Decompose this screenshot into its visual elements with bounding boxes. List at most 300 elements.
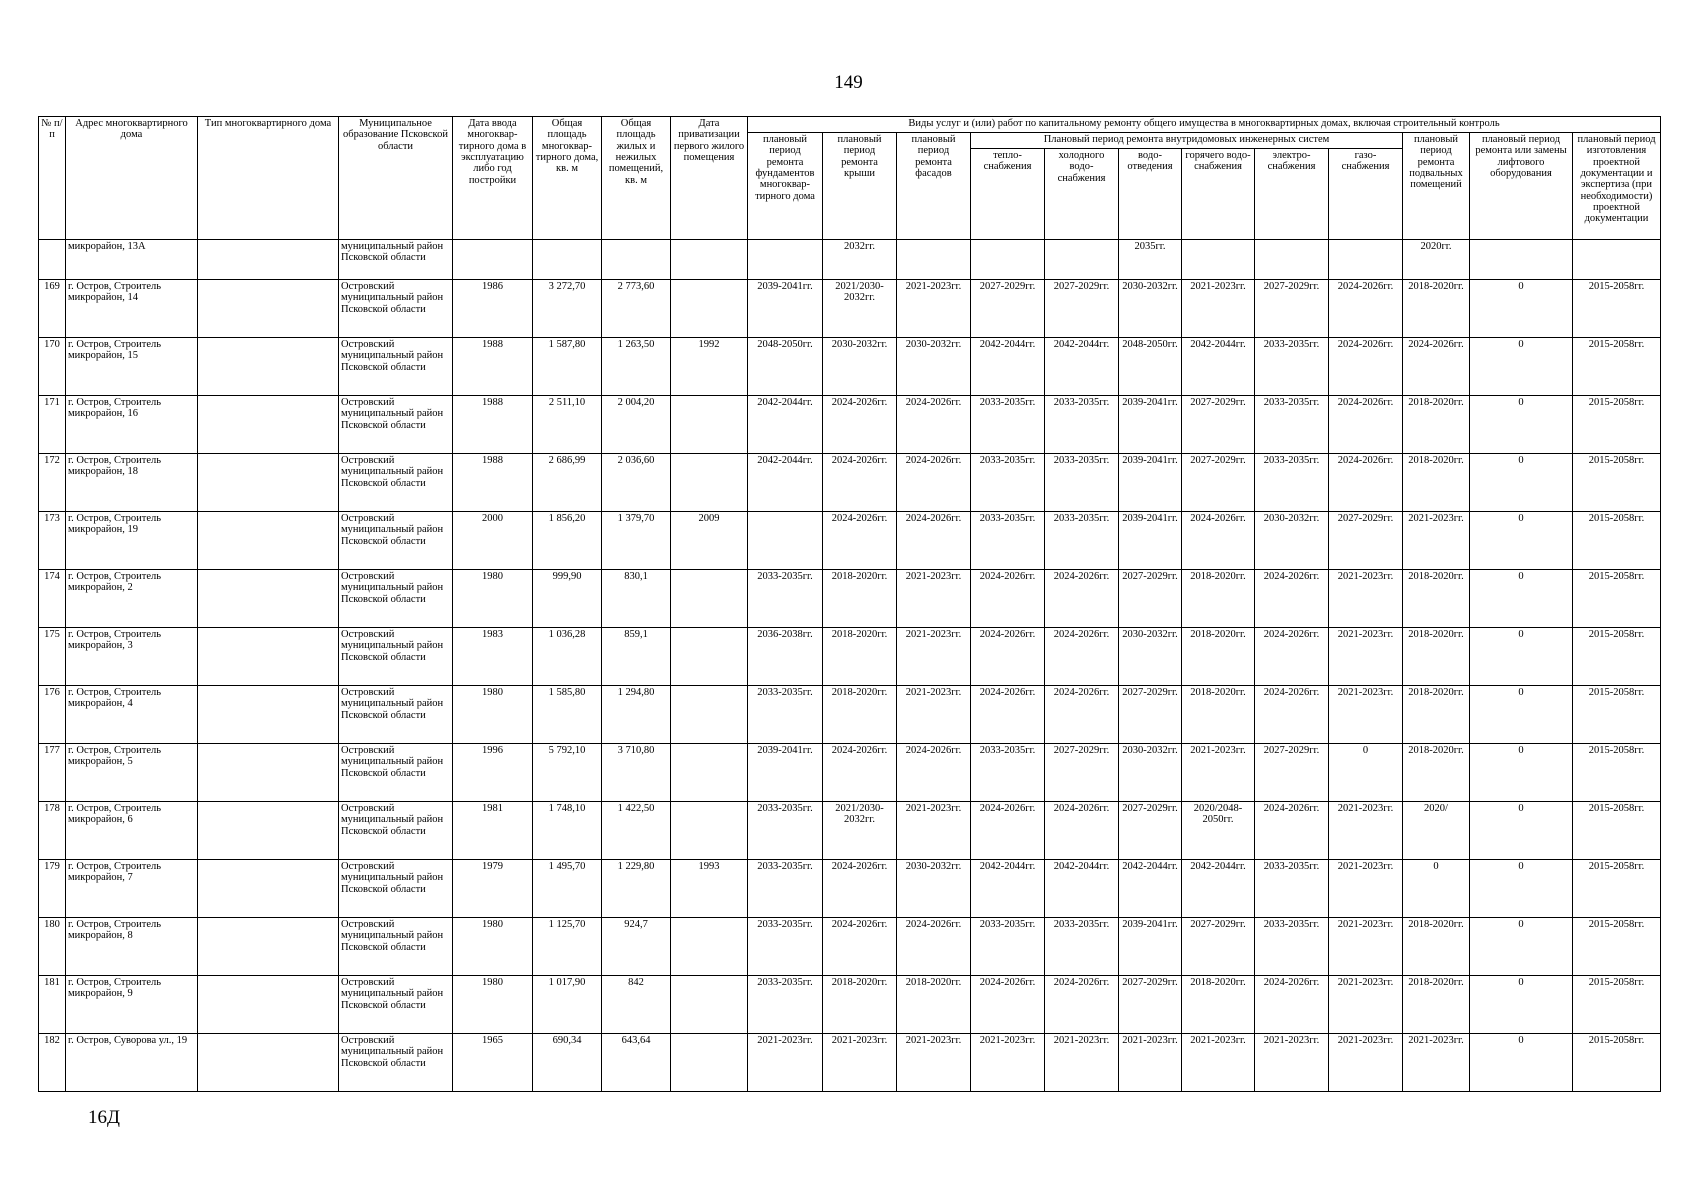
cell-gas: 2024-2026гг.	[1329, 396, 1403, 454]
cell-hot-water: 2042-2044гг.	[1182, 338, 1255, 396]
cell-electric: 2024-2026гг.	[1255, 686, 1329, 744]
cell-facade	[897, 240, 971, 280]
cell-cold-water: 2033-2035гг.	[1045, 396, 1119, 454]
cell-date: 1980	[453, 918, 533, 976]
cell-address: г. Остров, Строитель микрорайон, 9	[66, 976, 198, 1034]
cell-municipality: Островский муниципальный район Псковской области	[339, 396, 453, 454]
cell-type	[198, 918, 339, 976]
cell-facade: 2024-2026гг.	[897, 396, 971, 454]
cell-num: 179	[39, 860, 66, 918]
cell-hot-water: 2018-2020гг.	[1182, 976, 1255, 1034]
cell-foundation: 2039-2041гг.	[748, 280, 823, 338]
cell-address: г. Остров, Строитель микрорайон, 14	[66, 280, 198, 338]
cell-living-area: 1 294,80	[602, 686, 671, 744]
cell-heating: 2033-2035гг.	[971, 454, 1045, 512]
cell-design: 2015-2058гг.	[1573, 338, 1661, 396]
cell-electric: 2033-2035гг.	[1255, 860, 1329, 918]
cell-foundation: 2033-2035гг.	[748, 570, 823, 628]
continued-row	[39, 240, 1661, 280]
cell-total-area: 1 585,80	[533, 686, 602, 744]
cell-cold-water: 2042-2044гг.	[1045, 860, 1119, 918]
cell-electric: 2033-2035гг.	[1255, 338, 1329, 396]
table-row	[39, 744, 1661, 802]
header-total-area: Общая площадь многоквар-тирного дома, кв. м	[533, 117, 602, 240]
cell-cold-water: 2024-2026гг.	[1045, 628, 1119, 686]
cell-basement: 2024-2026гг.	[1403, 338, 1470, 396]
cell-total-area: 690,34	[533, 1034, 602, 1092]
cell-date: 1980	[453, 570, 533, 628]
cell-facade: 2024-2026гг.	[897, 512, 971, 570]
table-row	[39, 454, 1661, 512]
cell-foundation: 2033-2035гг.	[748, 686, 823, 744]
cell-living-area: 3 710,80	[602, 744, 671, 802]
table-body	[39, 240, 1661, 1092]
cell-total-area: 999,90	[533, 570, 602, 628]
cell-basement: 2021-2023гг.	[1403, 512, 1470, 570]
cell-cold-water: 2024-2026гг.	[1045, 976, 1119, 1034]
cell-privatization	[671, 570, 748, 628]
cell-total-area: 1 587,80	[533, 338, 602, 396]
table-row	[39, 396, 1661, 454]
cell-type	[198, 976, 339, 1034]
cell-drainage: 2027-2029гг.	[1119, 976, 1182, 1034]
cell-type	[198, 628, 339, 686]
cell-roof: 2024-2026гг.	[823, 860, 897, 918]
cell-roof: 2024-2026гг.	[823, 744, 897, 802]
cell-basement: 2020/	[1403, 802, 1470, 860]
header-num: № п/п	[39, 117, 66, 240]
cell-total-area: 1 036,28	[533, 628, 602, 686]
cell-elevator	[1470, 240, 1573, 280]
cell-hot-water: 2020/2048-2050гг.	[1182, 802, 1255, 860]
cell-heating: 2033-2035гг.	[971, 918, 1045, 976]
cell-living-area: 2 004,20	[602, 396, 671, 454]
cell-drainage: 2030-2032гг.	[1119, 628, 1182, 686]
cell-municipality: Островский муниципальный район Псковской области	[339, 1034, 453, 1092]
cell-num: 174	[39, 570, 66, 628]
table-row	[39, 802, 1661, 860]
cell-living-area: 1 229,80	[602, 860, 671, 918]
cell-heating: 2042-2044гг.	[971, 338, 1045, 396]
cell-address: микрорайон, 13А	[66, 240, 198, 280]
cell-drainage: 2021-2023гг.	[1119, 1034, 1182, 1092]
cell-facade: 2018-2020гг.	[897, 976, 971, 1034]
cell-type	[198, 860, 339, 918]
cell-total-area	[533, 240, 602, 280]
cell-num: 178	[39, 802, 66, 860]
table-row	[39, 280, 1661, 338]
header-privatization: Дата приватизации первого жилого помещения	[671, 117, 748, 240]
cell-cold-water: 2024-2026гг.	[1045, 686, 1119, 744]
cell-basement: 2018-2020гг.	[1403, 454, 1470, 512]
cell-municipality: Островский муниципальный район Псковской области	[339, 744, 453, 802]
cell-electric: 2030-2032гг.	[1255, 512, 1329, 570]
cell-total-area: 1 017,90	[533, 976, 602, 1034]
cell-roof: 2024-2026гг.	[823, 512, 897, 570]
cell-privatization	[671, 976, 748, 1034]
cell-foundation	[748, 240, 823, 280]
cell-living-area: 643,64	[602, 1034, 671, 1092]
cell-privatization	[671, 280, 748, 338]
cell-living-area: 924,7	[602, 918, 671, 976]
header-date-input: Дата ввода многоквар-тирного дома в эксплуатацию либо год постройки	[453, 117, 533, 240]
cell-num: 172	[39, 454, 66, 512]
cell-hot-water: 2027-2029гг.	[1182, 454, 1255, 512]
cell-privatization	[671, 802, 748, 860]
cell-date	[453, 240, 533, 280]
cell-drainage: 2048-2050гг.	[1119, 338, 1182, 396]
cell-hot-water: 2018-2020гг.	[1182, 686, 1255, 744]
cell-basement: 2021-2023гг.	[1403, 1034, 1470, 1092]
cell-design: 2015-2058гг.	[1573, 512, 1661, 570]
cell-electric: 2027-2029гг.	[1255, 280, 1329, 338]
cell-address: г. Остров, Строитель микрорайон, 3	[66, 628, 198, 686]
cell-living-area: 1 263,50	[602, 338, 671, 396]
cell-date: 1996	[453, 744, 533, 802]
cell-cold-water: 2024-2026гг.	[1045, 802, 1119, 860]
cell-roof: 2024-2026гг.	[823, 396, 897, 454]
cell-roof: 2018-2020гг.	[823, 686, 897, 744]
cell-gas: 2021-2023гг.	[1329, 1034, 1403, 1092]
header-foundation: плановый период ремонта фундаментов многоквар-тирного дома	[748, 133, 823, 240]
cell-gas: 2021-2023гг.	[1329, 628, 1403, 686]
cell-drainage: 2035гг.	[1119, 240, 1182, 280]
cell-electric: 2021-2023гг.	[1255, 1034, 1329, 1092]
cell-privatization: 1993	[671, 860, 748, 918]
cell-facade: 2021-2023гг.	[897, 1034, 971, 1092]
cell-date: 1980	[453, 976, 533, 1034]
cell-elevator: 0	[1470, 628, 1573, 686]
cell-heating: 2021-2023гг.	[971, 1034, 1045, 1092]
cell-drainage: 2027-2029гг.	[1119, 802, 1182, 860]
cell-hot-water: 2027-2029гг.	[1182, 918, 1255, 976]
cell-total-area: 3 272,70	[533, 280, 602, 338]
cell-roof: 2018-2020гг.	[823, 628, 897, 686]
cell-design: 2015-2058гг.	[1573, 918, 1661, 976]
cell-gas: 2021-2023гг.	[1329, 860, 1403, 918]
cell-electric: 2024-2026гг.	[1255, 802, 1329, 860]
cell-num: 173	[39, 512, 66, 570]
cell-municipality: Островский муниципальный район Псковской области	[339, 338, 453, 396]
table-header	[39, 117, 1661, 240]
cell-gas: 2021-2023гг.	[1329, 686, 1403, 744]
cell-drainage: 2027-2029гг.	[1119, 686, 1182, 744]
cell-total-area: 1 856,20	[533, 512, 602, 570]
cell-living-area: 2 036,60	[602, 454, 671, 512]
cell-date: 1988	[453, 396, 533, 454]
cell-foundation: 2036-2038гг.	[748, 628, 823, 686]
cell-date: 1979	[453, 860, 533, 918]
cell-roof: 2024-2026гг.	[823, 454, 897, 512]
cell-total-area: 1 495,70	[533, 860, 602, 918]
cell-type	[198, 512, 339, 570]
cell-foundation: 2021-2023гг.	[748, 1034, 823, 1092]
cell-electric: 2033-2035гг.	[1255, 396, 1329, 454]
cell-living-area: 1 422,50	[602, 802, 671, 860]
cell-drainage: 2039-2041гг.	[1119, 918, 1182, 976]
cell-roof: 2032гг.	[823, 240, 897, 280]
cell-drainage: 2042-2044гг.	[1119, 860, 1182, 918]
table-row	[39, 628, 1661, 686]
cell-type	[198, 744, 339, 802]
cell-heating: 2033-2035гг.	[971, 744, 1045, 802]
cell-design: 2015-2058гг.	[1573, 744, 1661, 802]
cell-elevator: 0	[1470, 744, 1573, 802]
cell-design: 2015-2058гг.	[1573, 454, 1661, 512]
cell-num	[39, 240, 66, 280]
cell-electric: 2024-2026гг.	[1255, 628, 1329, 686]
cell-gas: 2024-2026гг.	[1329, 338, 1403, 396]
cell-roof: 2021/2030-2032гг.	[823, 280, 897, 338]
cell-address: г. Остров, Строитель микрорайон, 4	[66, 686, 198, 744]
cell-basement: 2018-2020гг.	[1403, 918, 1470, 976]
cell-facade: 2021-2023гг.	[897, 628, 971, 686]
cell-elevator: 0	[1470, 686, 1573, 744]
cell-electric	[1255, 240, 1329, 280]
cell-gas: 2021-2023гг.	[1329, 918, 1403, 976]
cell-num: 170	[39, 338, 66, 396]
cell-design: 2015-2058гг.	[1573, 628, 1661, 686]
cell-facade: 2030-2032гг.	[897, 338, 971, 396]
cell-facade: 2024-2026гг.	[897, 744, 971, 802]
cell-address: г. Остров, Строитель микрорайон, 2	[66, 570, 198, 628]
cell-privatization	[671, 686, 748, 744]
cell-date: 1983	[453, 628, 533, 686]
cell-heating: 2027-2029гг.	[971, 280, 1045, 338]
cell-foundation: 2033-2035гг.	[748, 802, 823, 860]
cell-num: 175	[39, 628, 66, 686]
cell-num: 181	[39, 976, 66, 1034]
cell-electric: 2033-2035гг.	[1255, 918, 1329, 976]
header-type: Тип многоквартирного дома	[198, 117, 339, 240]
cell-facade: 2024-2026гг.	[897, 918, 971, 976]
cell-basement: 2018-2020гг.	[1403, 976, 1470, 1034]
cell-living-area: 859,1	[602, 628, 671, 686]
cell-type	[198, 338, 339, 396]
cell-drainage: 2030-2032гг.	[1119, 280, 1182, 338]
footer-code: 16Д	[88, 1107, 120, 1128]
header-design: плановый период изготовления проектной документации и экспертиза (при необходимости) проектной документации	[1573, 133, 1661, 240]
cell-basement: 2018-2020гг.	[1403, 280, 1470, 338]
cell-privatization	[671, 396, 748, 454]
cell-address: г. Остров, Строитель микрорайон, 5	[66, 744, 198, 802]
header-living-area: Общая площадь жилых и нежилых помещений, кв. м	[602, 117, 671, 240]
cell-drainage: 2030-2032гг.	[1119, 744, 1182, 802]
cell-cold-water: 2027-2029гг.	[1045, 744, 1119, 802]
cell-facade: 2030-2032гг.	[897, 860, 971, 918]
cell-privatization	[671, 918, 748, 976]
cell-cold-water: 2042-2044гг.	[1045, 338, 1119, 396]
cell-gas: 2024-2026гг.	[1329, 280, 1403, 338]
header-cold-water: холодного водо-снабжения	[1045, 149, 1119, 240]
cell-living-area: 1 379,70	[602, 512, 671, 570]
cell-design: 2015-2058гг.	[1573, 570, 1661, 628]
table-row	[39, 860, 1661, 918]
cell-basement: 2018-2020гг.	[1403, 570, 1470, 628]
cell-elevator: 0	[1470, 512, 1573, 570]
cell-address: г. Остров, Строитель микрорайон, 16	[66, 396, 198, 454]
cell-heating: 2024-2026гг.	[971, 686, 1045, 744]
cell-type	[198, 280, 339, 338]
cell-date: 1980	[453, 686, 533, 744]
cell-type	[198, 686, 339, 744]
cell-basement: 2018-2020гг.	[1403, 396, 1470, 454]
cell-roof: 2024-2026гг.	[823, 918, 897, 976]
cell-address: г. Остров, Строитель микрорайон, 18	[66, 454, 198, 512]
cell-roof: 2021/2030-2032гг.	[823, 802, 897, 860]
cell-design: 2015-2058гг.	[1573, 280, 1661, 338]
cell-date: 1988	[453, 454, 533, 512]
cell-electric: 2033-2035гг.	[1255, 454, 1329, 512]
header-basement: плановый период ремонта подвальных помещений	[1403, 133, 1470, 240]
cell-design: 2015-2058гг.	[1573, 802, 1661, 860]
cell-cold-water: 2024-2026гг.	[1045, 570, 1119, 628]
cell-municipality: Островский муниципальный район Псковской области	[339, 802, 453, 860]
page-number: 149	[834, 72, 863, 93]
cell-cold-water	[1045, 240, 1119, 280]
cell-foundation: 2042-2044гг.	[748, 396, 823, 454]
cell-privatization	[671, 240, 748, 280]
cell-address: г. Остров, Строитель микрорайон, 15	[66, 338, 198, 396]
header-drainage: водо-отведения	[1119, 149, 1182, 240]
cell-foundation: 2039-2041гг.	[748, 744, 823, 802]
header-hot-water: горячего водо-снабжения	[1182, 149, 1255, 240]
cell-roof: 2021-2023гг.	[823, 1034, 897, 1092]
header-electric: электро-снабжения	[1255, 149, 1329, 240]
cell-heating	[971, 240, 1045, 280]
table-row	[39, 338, 1661, 396]
cell-facade: 2021-2023гг.	[897, 280, 971, 338]
cell-cold-water: 2021-2023гг.	[1045, 1034, 1119, 1092]
cell-total-area: 2 686,99	[533, 454, 602, 512]
cell-hot-water	[1182, 240, 1255, 280]
cell-drainage: 2039-2041гг.	[1119, 396, 1182, 454]
cell-foundation: 2033-2035гг.	[748, 976, 823, 1034]
cell-hot-water: 2042-2044гг.	[1182, 860, 1255, 918]
cell-cold-water: 2033-2035гг.	[1045, 512, 1119, 570]
cell-foundation: 2042-2044гг.	[748, 454, 823, 512]
cell-elevator: 0	[1470, 918, 1573, 976]
cell-municipality: Островский муниципальный район Псковской области	[339, 860, 453, 918]
cell-design: 2015-2058гг.	[1573, 396, 1661, 454]
cell-foundation	[748, 512, 823, 570]
cell-type	[198, 1034, 339, 1092]
cell-municipality: муниципальный район Псковской области	[339, 240, 453, 280]
cell-roof: 2018-2020гг.	[823, 570, 897, 628]
cell-roof: 2030-2032гг.	[823, 338, 897, 396]
cell-drainage: 2039-2041гг.	[1119, 512, 1182, 570]
header-heating: тепло-снабжения	[971, 149, 1045, 240]
cell-elevator: 0	[1470, 570, 1573, 628]
cell-type	[198, 454, 339, 512]
cell-num: 171	[39, 396, 66, 454]
cell-basement: 2018-2020гг.	[1403, 744, 1470, 802]
header-address: Адрес многоквартирного дома	[66, 117, 198, 240]
cell-hot-water: 2027-2029гг.	[1182, 396, 1255, 454]
cell-date: 1965	[453, 1034, 533, 1092]
cell-hot-water: 2021-2023гг.	[1182, 744, 1255, 802]
cell-privatization: 2009	[671, 512, 748, 570]
table-row	[39, 1034, 1661, 1092]
cell-privatization: 1992	[671, 338, 748, 396]
table-row	[39, 976, 1661, 1034]
header-elevator: плановый период ремонта или замены лифтового оборудования	[1470, 133, 1573, 240]
cell-drainage: 2039-2041гг.	[1119, 454, 1182, 512]
cell-elevator: 0	[1470, 802, 1573, 860]
cell-gas: 2021-2023гг.	[1329, 570, 1403, 628]
cell-heating: 2024-2026гг.	[971, 570, 1045, 628]
header-municipality: Муниципальное образование Псковской области	[339, 117, 453, 240]
cell-address: г. Остров, Строитель микрорайон, 6	[66, 802, 198, 860]
cell-design	[1573, 240, 1661, 280]
cell-address: г. Остров, Суворова ул., 19	[66, 1034, 198, 1092]
cell-facade: 2021-2023гг.	[897, 802, 971, 860]
cell-living-area	[602, 240, 671, 280]
cell-gas: 0	[1329, 744, 1403, 802]
cell-municipality: Островский муниципальный район Псковской области	[339, 686, 453, 744]
cell-date: 2000	[453, 512, 533, 570]
table-row	[39, 570, 1661, 628]
cell-elevator: 0	[1470, 396, 1573, 454]
cell-living-area: 830,1	[602, 570, 671, 628]
cell-gas: 2024-2026гг.	[1329, 454, 1403, 512]
cell-electric: 2027-2029гг.	[1255, 744, 1329, 802]
cell-total-area: 1 748,10	[533, 802, 602, 860]
cell-design: 2015-2058гг.	[1573, 860, 1661, 918]
cell-foundation: 2033-2035гг.	[748, 860, 823, 918]
cell-num: 180	[39, 918, 66, 976]
table-row	[39, 686, 1661, 744]
cell-electric: 2024-2026гг.	[1255, 976, 1329, 1034]
cell-heating: 2024-2026гг.	[971, 628, 1045, 686]
cell-privatization	[671, 454, 748, 512]
cell-total-area: 1 125,70	[533, 918, 602, 976]
cell-basement: 2018-2020гг.	[1403, 686, 1470, 744]
cell-hot-water: 2021-2023гг.	[1182, 1034, 1255, 1092]
cell-municipality: Островский муниципальный район Псковской области	[339, 570, 453, 628]
cell-heating: 2024-2026гг.	[971, 976, 1045, 1034]
cell-facade: 2021-2023гг.	[897, 686, 971, 744]
cell-facade: 2021-2023гг.	[897, 570, 971, 628]
cell-foundation: 2048-2050гг.	[748, 338, 823, 396]
cell-basement: 2020гг.	[1403, 240, 1470, 280]
cell-date: 1988	[453, 338, 533, 396]
cell-total-area: 2 511,10	[533, 396, 602, 454]
cell-cold-water: 2033-2035гг.	[1045, 454, 1119, 512]
table-row	[39, 512, 1661, 570]
cell-drainage: 2027-2029гг.	[1119, 570, 1182, 628]
cell-gas	[1329, 240, 1403, 280]
cell-elevator: 0	[1470, 280, 1573, 338]
cell-heating: 2033-2035гг.	[971, 512, 1045, 570]
cell-elevator: 0	[1470, 338, 1573, 396]
cell-heating: 2024-2026гг.	[971, 802, 1045, 860]
cell-municipality: Островский муниципальный район Псковской области	[339, 918, 453, 976]
cell-num: 176	[39, 686, 66, 744]
header-facade: плановый период ремонта фасадов	[897, 133, 971, 240]
cell-gas: 2021-2023гг.	[1329, 802, 1403, 860]
cell-hot-water: 2018-2020гг.	[1182, 570, 1255, 628]
header-works-group: Виды услуг и (или) работ по капитальному ремонту общего имущества в многоквартирных домах, включая строительный контроль	[748, 117, 1661, 133]
cell-type	[198, 240, 339, 280]
cell-heating: 2042-2044гг.	[971, 860, 1045, 918]
cell-foundation: 2033-2035гг.	[748, 918, 823, 976]
cell-date: 1986	[453, 280, 533, 338]
cell-date: 1981	[453, 802, 533, 860]
cell-municipality: Островский муниципальный район Псковской области	[339, 976, 453, 1034]
cell-roof: 2018-2020гг.	[823, 976, 897, 1034]
cell-elevator: 0	[1470, 976, 1573, 1034]
